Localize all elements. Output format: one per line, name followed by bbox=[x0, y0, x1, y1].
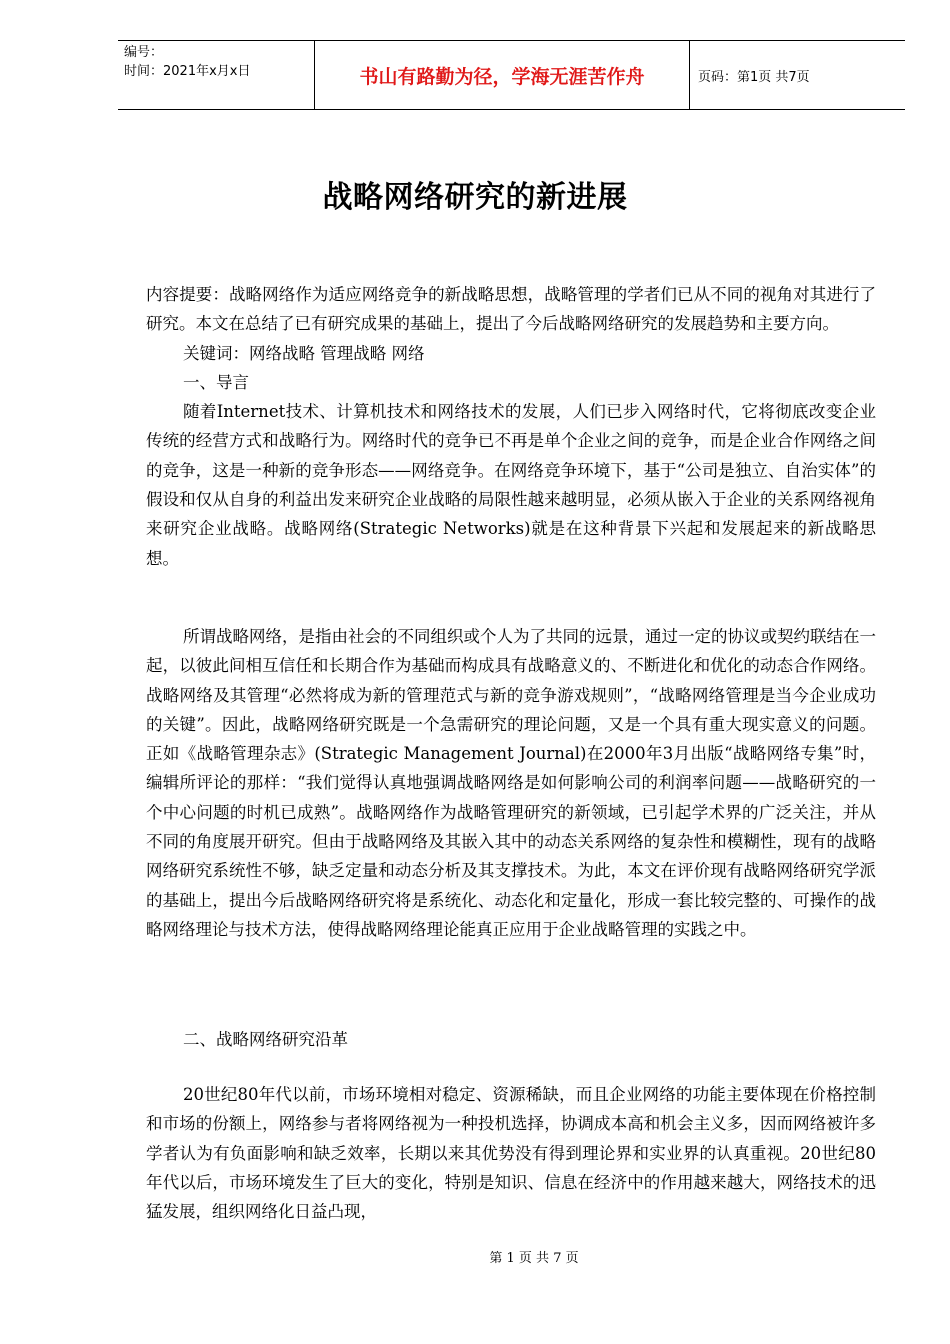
keywords: 关键词：网络战略 管理战略 网络 bbox=[183, 343, 425, 363]
section-heading-history: 二、战略网络研究沿革 bbox=[183, 1030, 348, 1049]
abstract-block bbox=[146, 280, 876, 573]
paragraph-history: 20世纪80年代以前，市场环境相对稳定、资源稀缺，而且企业网络的功能主要体现在价格控制和市场的份额上，网络参与者将网络视为一种投机选择，协调成本高和机会主义多，因而网络被许多学者认为有负面影响和缺乏效率，长期以来其优势没有得到理论界和实业界的认真重视。20世纪80年代以后，市场环境发生了巨大的变化，特别是知识、信息在经济中的作用越来越大，网络技术的迅猛发展，组织网络化日益凸现， bbox=[146, 1085, 876, 1222]
header-meta bbox=[118, 41, 315, 109]
header-motto: 书山有路勤为径，学海无涯苦作舟 bbox=[315, 41, 690, 109]
number-label: 编号： bbox=[124, 45, 164, 60]
section-heading-intro: 一、导言 bbox=[183, 372, 249, 392]
page-header bbox=[118, 40, 905, 110]
history-block bbox=[146, 1080, 876, 1226]
definition-block bbox=[146, 622, 876, 944]
section-heading-history-wrap bbox=[146, 1025, 876, 1054]
paragraph-definition: 所谓战略网络，是指由社会的不同组织或个人为了共同的远景，通过一定的协议或契约联结在一起，以彼此间相互信任和长期合作为基础而构成具有战略意义的、不断进化和优化的动态合作网络。战略网络及其管理“必然将成为新的管理范式与新的竞争游戏规则”，“战略网络管理是当今企业成功的关键”。因此，战略网络研究既是一个急需研究的理论问题，又是一个具有重大现实意义的问题。正如《战略管理杂志》(Strategic Management Journal)在2000年3月出版“战略网络专集”时，编辑所评论的那样：“我们觉得认真地强调战略网络是如何影响公司的利润率问题——战略研究的一个中心问题的时机已成熟”。战略网络作为战略管理研究的新领域，已引起学术界的广泛关注，并从不同的角度展开研究。但由于战略网络及其嵌入其中的动态关系网络的复杂性和模糊性，现有的战略网络研究系统性不够，缺乏定量和动态分析及其支撑技术。为此，本文在评价现有战略网络研究学派的基础上，提出今后战略网络研究将是系统化、动态化和定量化，形成一套比较完整的、可操作的战略网络理论与技术方法，使得战略网络理论能真正应用于企业战略管理的实践之中。 bbox=[146, 627, 876, 939]
page-footer: 第 1 页 共 7 页 bbox=[489, 1251, 579, 1266]
abstract: 内容提要：战略网络作为适应网络竞争的新战略思想，战略管理的学者们已从不同的视角对其进行了研究。本文在总结了已有研究成果的基础上，提出了今后战略网络研究的发展趋势和主要方向。 bbox=[146, 285, 876, 334]
document-title: 战略网络研究的新进展 bbox=[322, 180, 628, 215]
paragraph-intro: 随着Internet技术、计算机技术和网络技术的发展，人们已步入网络时代，它将彻底改变企业传统的经营方式和战略行为。网络时代的竞争已不再是单个企业之间的竞争，而是企业合作网络之间的竞争，这是一种新的竞争形态——网络竞争。在网络竞争环境下，基于“公司是独立、自治实体”的假设和仅从自身的利益出发来研究企业战略的局限性越来越明显，必须从嵌入于企业的关系网络视角来研究企业战略。战略网络(Strategic Networks)就是在这种背景下兴起和发展起来的新战略思想。 bbox=[146, 402, 876, 568]
header-page-info: 页码：第1页 共7页 bbox=[698, 69, 810, 85]
time-label: 时间：2021年x月x日 bbox=[124, 64, 251, 79]
